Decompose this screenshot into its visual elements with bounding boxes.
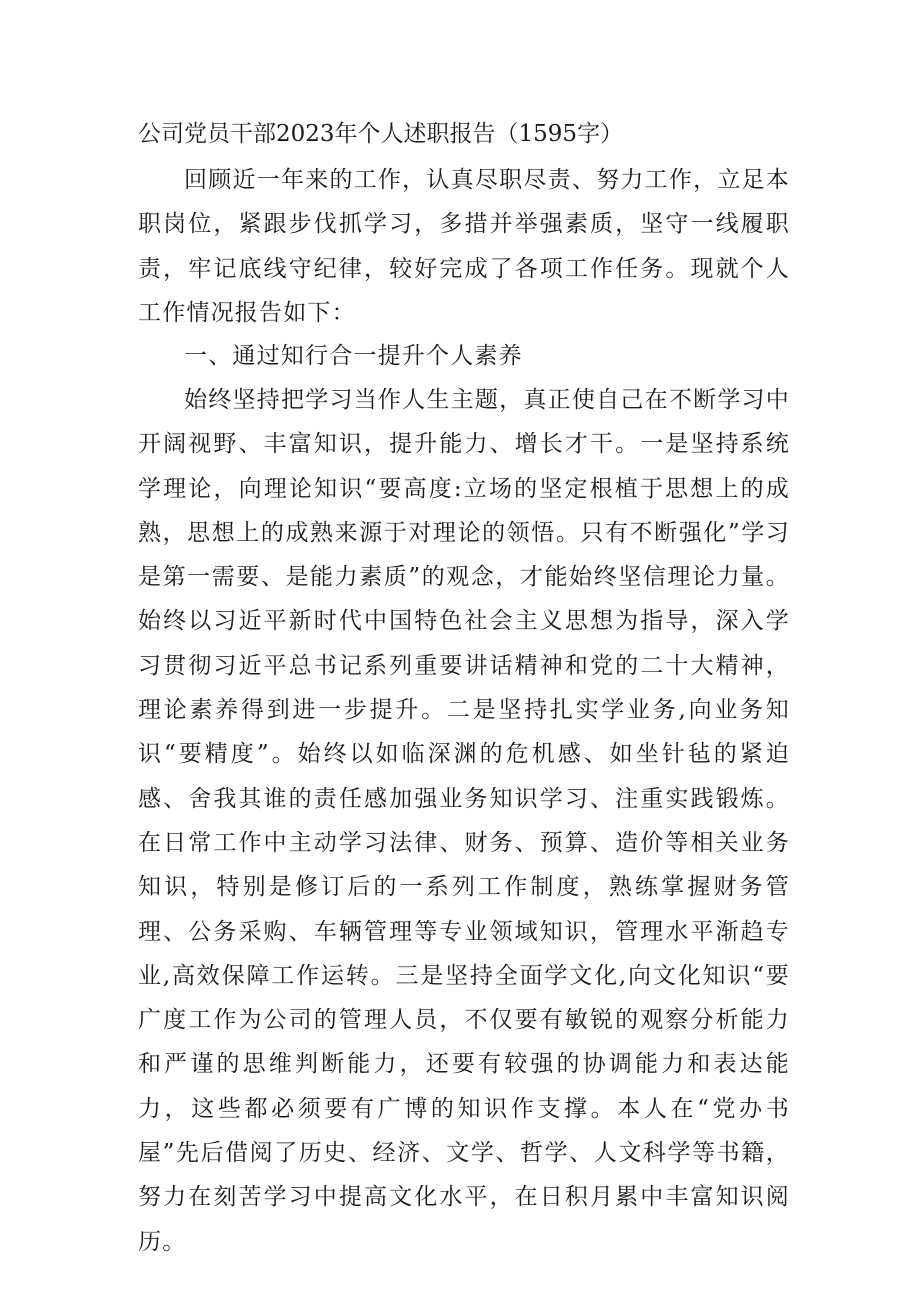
- intro-paragraph: 回顾近一年来的工作，认真尽职尽责、努力工作，立足本职岗位，紧跟步伐抓学习，多措并举强素质，坚守一线履职责，牢记底线守纪律，较好完成了各项工作任务。现就个人工作情况报告如下：: [138, 167, 790, 326]
- section-heading: 一、通过知行合一提升个人素养: [184, 343, 523, 369]
- document-title: 公司党员干部2023年个人述职报告（1595字）: [138, 121, 624, 147]
- body-paragraph: 始终坚持把学习当作人生主题，真正使自己在不断学习中开阔视野、丰富知识，提升能力、增长才干。一是坚持系统学理论，向理论知识“要高度:立场的坚定根植于思想上的成熟，思想上的成熟来源于对理论的领悟。只有不断强化”学习是第一需要、是能力素质”的观念，才能始终坚信理论力量。始终以习近平新时代中国特色社会主义思想为指导，深入学习贯彻习近平总书记系列重要讲话精神和党的二十大精神，理论素养得到进一步提升。二是坚持扎实学业务,向业务知识“要精度”。始终以如临深渊的危机感、如坐针毡的紧迫感、舍我其谁的责任感加强业务知识学习、注重实践锻炼。在日常工作中主动学习法律、财务、预算、造价等相关业务知识，特别是修订后的一系列工作制度，熟练掌握财务管理、公务采购、车辆管理等专业领域知识，管理水平渐趋专业,高效保障工作运转。三是坚持全面学文化,向文化知识“要广度工作为公司的管理人员，不仅要有敏锐的观察分析能力和严谨的思维判断能力，还要有较强的协调能力和表达能力，这些都必须要有广博的知识作支撑。本人在“党办书屋”先后借阅了历史、经济、文学、哲学、人文科学等书籍，努力在刻苦学习中提高文化水平，在日积月累中丰富知识阅历。: [138, 387, 790, 1255]
